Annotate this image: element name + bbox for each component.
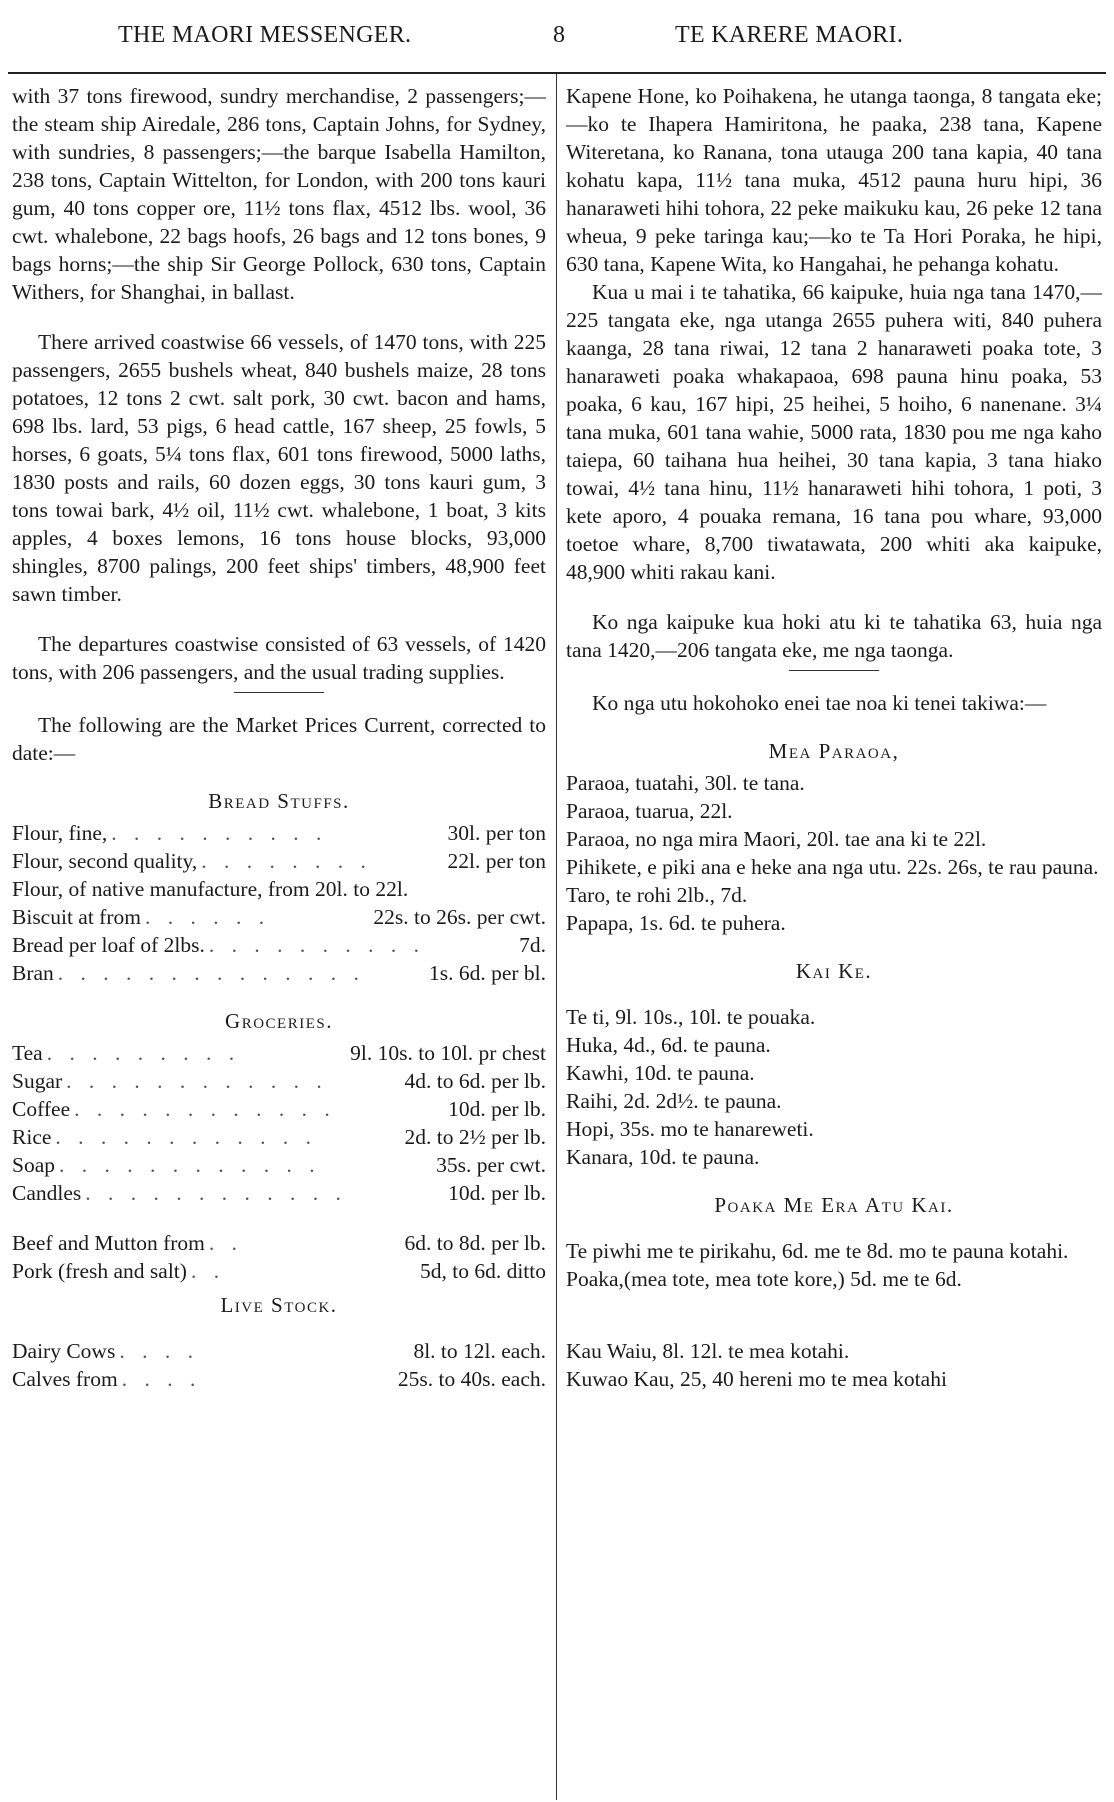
maori-column (566, 82, 1102, 1393)
column-divider (556, 74, 557, 1800)
price-row: Dairy Cows . . . . 8l. to 12l. each. (12, 1339, 546, 1363)
list-item: Paraoa, tuatahi, 30l. te tana. (566, 771, 805, 795)
page-number: 8 (553, 22, 566, 48)
section-rule (789, 670, 879, 671)
price-row: Sugar . . . . . . . . . . . . 4d. to 6d. per lb. (12, 1069, 546, 1093)
mea-paraoa-heading: Mea Paraoa, (768, 739, 900, 763)
live-stock-list (12, 1337, 546, 1393)
price-row: Tea . . . . . . . . . 9l. 10s. to 10l. pr chest (12, 1041, 546, 1065)
english-column (12, 82, 546, 1393)
maori-masthead: TE KARERE MAORI. (675, 22, 904, 48)
kararehe-list (566, 1337, 1102, 1393)
kai-ke-heading: Kai Ke. (795, 959, 873, 983)
price-row: Bran . . . . . . . . . . . . . . 1s. 6d. per bl. (12, 961, 546, 985)
list-item: Poaka,(mea tote, mea tote kore,) 5d. me te 6d. (566, 1267, 962, 1291)
poaka-heading: Poaka Me Era Atu Kai. (714, 1193, 954, 1217)
section-rule (234, 692, 324, 693)
poaka-list (566, 1237, 1102, 1293)
bread-stuffs-list (12, 819, 546, 987)
list-item: Kau Waiu, 8l. 12l. te mea kotahi. (566, 1339, 850, 1363)
price-row: Flour, of native manufacture, from 20l. to 22l. (12, 877, 409, 901)
header-rule (8, 72, 1106, 74)
page-header (0, 22, 1114, 62)
price-row: Pork (fresh and salt) . . 5d, to 6d. ditto (12, 1259, 546, 1283)
price-row: Calves from . . . . 25s. to 40s. each. (12, 1367, 546, 1391)
coastwise-arrivals-paragraph-maori: Kua u mai i te tahatika, 66 kaipuke, huia nga tana 1470,—225 tangata eke, nga utanga 2655 puhera witi, 840 puhera kaanga, 28 tana riwai, 12 tana 2 hanaraweti poaka tote, 3 hanaraweti poaka whakapaoa, 698 pauna hinu poaka, 53 poaka, 6 kau, 167 hipi, 25 heihei, 5 hoiho, 6 nanenane. 3¼ tana muka, 601 tana wahie, 5000 rata, 1830 pou me nga kaho taiepa, 60 taihana hua heihei, 30 tana kapia, 3 tana hiako towai, 4½ tana hinu, 11½ hanaraweti hihi tohora, 1 poti, 3 kete aporo, 4 pouaka remana, 16 tana pou whare, 93,000 toetoe whare, 8,700 tiwatawata, 200 whiti aka kaipuke, 48,900 whiti rakau kani. (566, 280, 1102, 584)
list-item: Taro, te rohi 2lb., 7d. (566, 883, 748, 907)
price-row: Coffee . . . . . . . . . . . . 10d. per lb. (12, 1097, 546, 1121)
live-stock-heading: Live Stock. (220, 1293, 338, 1317)
price-row: Biscuit at from . . . . . . 22s. to 26s. per cwt. (12, 905, 546, 929)
bread-stuffs-heading: Bread Stuffs. (208, 789, 350, 813)
price-row: Flour, second quality, . . . . . . . . 22l. per ton (12, 849, 546, 873)
coastwise-departures-paragraph: The departures coastwise consisted of 63 vessels, of 1420 tons, with 206 passengers, and the usual trading supplies. (12, 632, 546, 684)
mea-paraoa-list (566, 769, 1102, 937)
price-row: Soap . . . . . . . . . . . . 35s. per cwt. (12, 1153, 546, 1177)
market-prices-intro: The following are the Market Prices Current, corrected to date:— (12, 713, 546, 765)
meat-list (12, 1229, 546, 1285)
price-row: Rice . . . . . . . . . . . . 2d. to 2½ per lb. (12, 1125, 546, 1149)
list-item: Te ti, 9l. 10s., 10l. te pouaka. (566, 1005, 816, 1029)
list-item: Kanara, 10d. te pauna. (566, 1145, 760, 1169)
market-prices-intro-maori: Ko nga utu hokohoko enei tae noa ki tenei takiwa:— (592, 691, 1047, 715)
list-item: Kuwao Kau, 25, 40 hereni mo te mea kotahi (566, 1367, 947, 1391)
list-item: Te piwhi me te pirikahu, 6d. me te 8d. mo te pauna kotahi. (566, 1239, 1069, 1263)
price-row: Flour, fine, . . . . . . . . . . 30l. per ton (12, 821, 546, 845)
coastwise-arrivals-paragraph: There arrived coastwise 66 vessels, of 1470 tons, with 225 passengers, 2655 bushels wheat, 840 bushels maize, 28 tons potatoes, 12 tons 2 cwt. salt pork, 30 cwt. bacon and hams, 698 lbs. lard, 53 pigs, 6 head cattle, 167 sheep, 25 fowls, 5 horses, 6 goats, 5¼ tons flax, 601 tons firewood, 5000 laths, 1830 posts and rails, 60 dozen eggs, 30 tons kauri gum, 3 tons towai bark, 4½ oil, 11½ cwt. whalebone, 1 boat, 3 kits apples, 4 boxes lemons, 16 tons house blocks, 93,000 shingles, 8700 palings, 200 feet ships' timbers, 48,900 feet sawn timber. (12, 330, 546, 606)
english-masthead: THE MAORI MESSENGER. (118, 22, 412, 48)
list-item: Paraoa, tuarua, 22l. (566, 799, 733, 823)
coastwise-departures-paragraph-maori: Ko nga kaipuke kua hoki atu ki te tahatika 63, huia nga tana 1420,—206 tangata eke, me nga taonga. (566, 610, 1102, 662)
list-item: Huka, 4d., 6d. te pauna. (566, 1033, 771, 1057)
groceries-heading: Groceries. (225, 1009, 333, 1033)
price-row: Beef and Mutton from . . 6d. to 8d. per lb. (12, 1231, 546, 1255)
shipping-departures-paragraph: with 37 tons firewood, sundry merchandise, 2 passengers;—the steam ship Airedale, 286 tons, Captain Johns, for Sydney, with sundries, 8 passengers;—the barque Isabella Hamilton, 238 tons, Captain Wittelton, for London, with 200 tons kauri gum, 40 tons copper ore, 11½ tons flax, 4512 lbs. wool, 36 cwt. whalebone, 22 bags hoofs, 26 bags and 12 tons bones, 9 bags horns;—the ship Sir George Pollock, 630 tons, Captain Withers, for Shanghai, in ballast. (12, 84, 546, 304)
list-item: Paraoa, no nga mira Maori, 20l. tae ana ki te 22l. (566, 827, 987, 851)
list-item: Papapa, 1s. 6d. te puhera. (566, 911, 786, 935)
list-item: Hopi, 35s. mo te hanareweti. (566, 1117, 814, 1141)
list-item: Pihikete, e piki ana e heke ana nga utu. 22s. 26s, te rau pauna. (566, 855, 1099, 879)
kai-ke-list (566, 1003, 1102, 1171)
list-item: Kawhi, 10d. te pauna. (566, 1061, 755, 1085)
list-item: Raihi, 2d. 2d½. te pauna. (566, 1089, 782, 1113)
shipping-departures-paragraph-maori: Kapene Hone, ko Poihakena, he utanga taonga, 8 tangata eke;—ko te Ihapera Hamiritona, he paaka, 238 tana, Kapene Witeretana, ko Ranana, tona utauga 200 tana kapia, 40 tana kohatu kapa, 11½ tana muka, 4512 pauna huru hipi, 36 hanaraweti hihi tohora, 22 peke maikuku kau, 26 peke 12 tana wheua, 9 peke taringa kau;—ko te Ta Hori Poraka, he hipi, 630 tana, Kapene Wita, ko Hangahai, he pehanga kohatu. (566, 84, 1102, 276)
price-row: Bread per loaf of 2lbs. . . . . . . . . . . 7d. (12, 933, 546, 957)
groceries-list (12, 1039, 546, 1207)
price-row: Candles . . . . . . . . . . . . 10d. per lb. (12, 1181, 546, 1205)
